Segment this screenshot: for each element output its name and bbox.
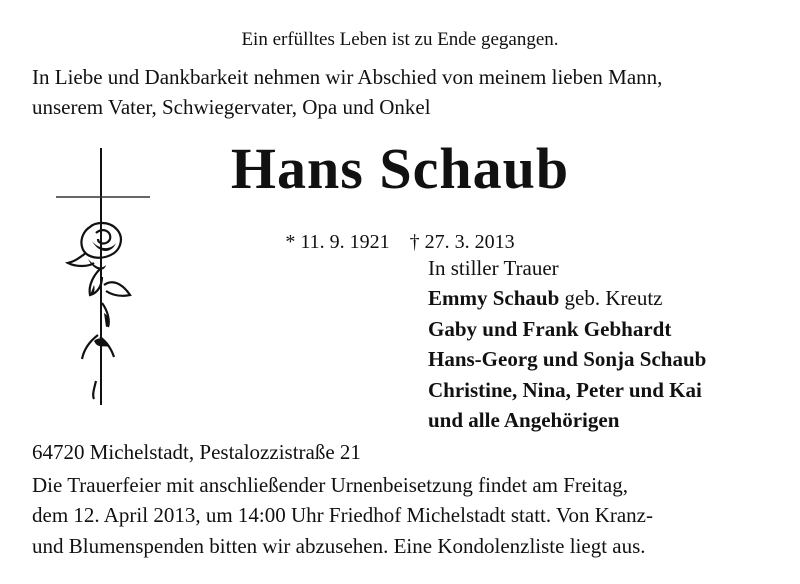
intro-line: unserem Vater, Schwiegervater, Opa und Onkel (32, 95, 431, 119)
death-date: † 27. 3. 2013 (409, 231, 515, 253)
header-line: Ein erfülltes Leben ist zu Ende gegangen. (241, 29, 559, 50)
cross-with-rose-icon (50, 145, 160, 410)
mourner-line: Gaby und Frank Gebhardt (428, 317, 672, 341)
mourner-line: Christine, Nina, Peter und Kai (428, 378, 702, 402)
intro-line: In Liebe und Dankbarkeit nehmen wir Abschied von meinem lieben Mann, (32, 65, 663, 89)
mourners-intro: In stiller Trauer (428, 256, 559, 280)
notice-line: Die Trauerfeier mit anschließender Urnenbeisetzung findet am Freitag, (32, 473, 628, 497)
mourner-line (428, 288, 663, 309)
mourner-line: Hans-Georg und Sonja Schaub (428, 347, 707, 371)
notice-line: und Blumenspenden bitten wir abzusehen. Eine Kondolenzliste liegt aus. (32, 534, 646, 558)
maiden-name: geb. Kreutz (559, 286, 663, 310)
deceased-name: Hans Schaub (230, 136, 570, 201)
mourner-name: Emmy Schaub (428, 286, 560, 310)
birth-date: * 11. 9. 1921 (285, 231, 390, 253)
notice-line: dem 12. April 2013, um 14:00 Uhr Friedhof Michelstadt statt. Von Kranz- (32, 503, 653, 527)
mourner-line: und alle Angehörigen (428, 408, 620, 432)
address: 64720 Michelstadt, Pestalozzistraße 21 (32, 440, 361, 464)
